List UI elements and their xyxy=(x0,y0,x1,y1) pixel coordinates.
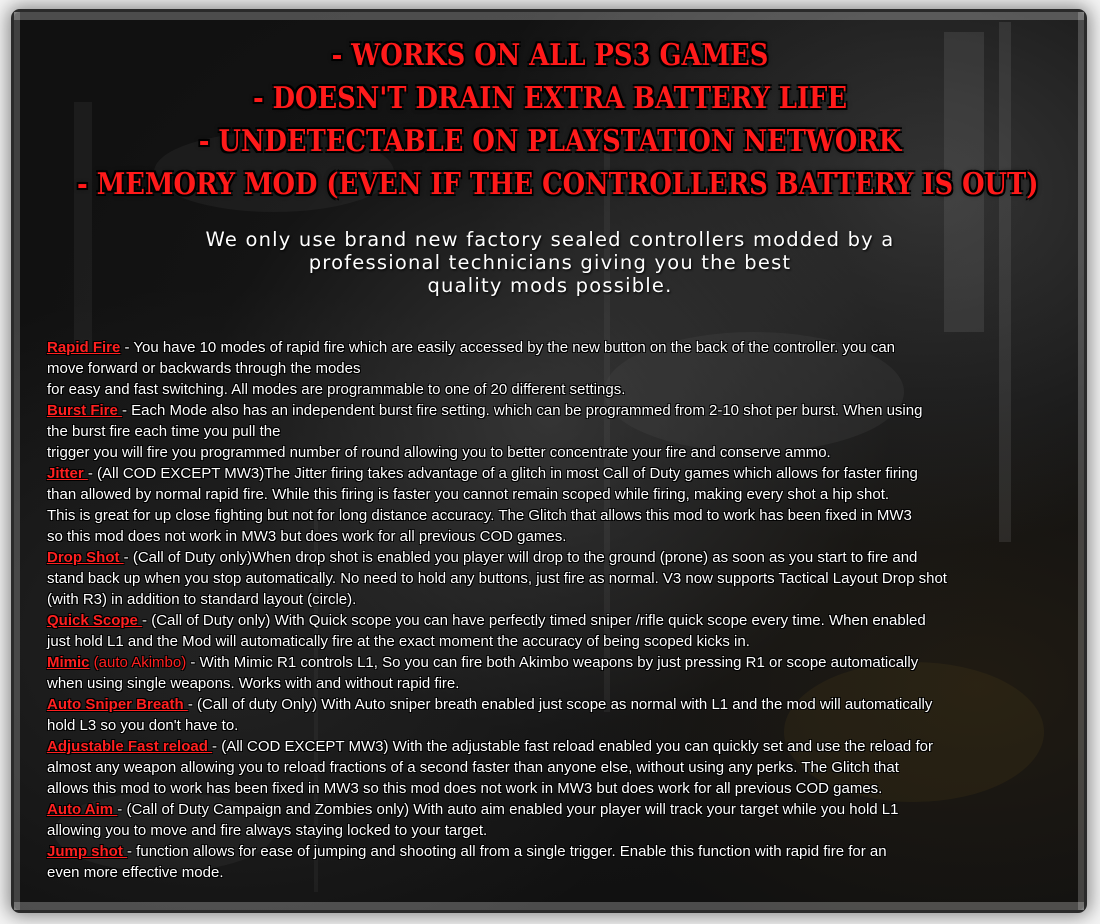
feature-description: move forward or backwards through the modes xyxy=(47,360,361,377)
feature-description: - (All COD EXCEPT MW3)The Jitter firing takes advantage of a glitch in most Call of Duty games which allows for faster firing xyxy=(87,465,918,482)
feature-quick-scope xyxy=(47,610,1082,652)
feature-description: stand back up when you stop automatically. No need to hold any buttons, just fire as normal. V3 now supports Tactical Layout Drop shot xyxy=(47,570,947,587)
feature-mimic xyxy=(47,652,1082,694)
feature-line xyxy=(47,694,1082,715)
headline-list xyxy=(0,34,1100,206)
feature-description: allows this mod to work has been fixed in MW3 so this mod does not work in MW3 but does work for all previous COD games. xyxy=(47,780,883,797)
feature-description: - You have 10 modes of rapid fire which are easily accessed by the new button on the back of the controller. you can xyxy=(120,339,895,356)
feature-description: - (Call of Duty only)When drop shot is enabled you player will drop to the ground (prone) as soon as you start to fire and xyxy=(123,549,918,566)
feature-jitter xyxy=(47,463,1082,547)
feature-description: the burst fire each time you pull the xyxy=(47,423,281,440)
feature-description: almost any weapon allowing you to reload fractions of a second faster than anyone else, without using any perks. The Glitch that xyxy=(47,759,899,776)
feature-description: trigger you will fire you programmed number of round allowing you to better concentrate your fire and conserve ammo. xyxy=(47,444,831,461)
feature-description: - Each Mode also has an independent burst fire setting. which can be programmed from 2-10 shot per burst. When using xyxy=(122,402,923,419)
feature-name-link[interactable]: Adjustable Fast reload xyxy=(47,738,213,755)
feature-line xyxy=(47,652,1082,673)
feature-description: allowing you to move and fire always staying locked to your target. xyxy=(47,822,488,839)
feature-description: just hold L1 and the Mod will automatically fire at the exact moment the accuracy of being scoped kicks in. xyxy=(47,633,750,650)
feature-auto-aim xyxy=(47,799,1082,841)
intro-paragraph xyxy=(150,228,950,297)
intro-line: professional technicians giving you the best xyxy=(308,251,792,274)
feature-description: when using single weapons. Works with and without rapid fire. xyxy=(47,675,460,692)
feature-description: - (Call of Duty only) With Quick scope you can have perfectly timed sniper /rifle quick scope every time. When enabled xyxy=(142,612,926,629)
feature-description: than allowed by normal rapid fire. While this firing is faster you cannot remain scoped while firing, making every shot a hip shot. xyxy=(47,486,890,503)
feature-name-link[interactable]: Jitter xyxy=(47,465,88,482)
feature-line xyxy=(47,841,1082,862)
feature-burst-fire xyxy=(47,400,1082,463)
feature-description: This is great for up close fighting but not for long distance accuracy. The Glitch that allows this mod to work has been fixed in MW3 xyxy=(47,507,912,524)
feature-jump-shot xyxy=(47,841,1082,883)
intro-line: quality mods possible. xyxy=(427,274,673,297)
feature-description: - (Call of duty Only) With Auto sniper breath enabled just scope as normal with L1 and the mod will automatically xyxy=(187,696,933,713)
feature-line xyxy=(47,736,1082,757)
feature-name-link[interactable]: Drop Shot xyxy=(47,549,124,566)
feature-adjustable-fast-reload xyxy=(47,736,1082,799)
feature-line xyxy=(47,799,1082,820)
feature-line xyxy=(47,610,1082,631)
feature-name-link[interactable]: Auto Sniper Breath xyxy=(47,696,188,713)
headline-line: - UNDETECTABLE ON PLAYSTATION NETWORK xyxy=(198,124,902,159)
feature-name-link[interactable]: Quick Scope xyxy=(47,612,143,629)
feature-line xyxy=(47,400,1082,421)
feature-name-extra: (auto Akimbo) xyxy=(89,654,187,671)
headline-line: - WORKS ON ALL PS3 GAMES xyxy=(331,38,769,73)
feature-line xyxy=(47,463,1082,484)
feature-description: - function allows for ease of jumping and shooting all from a single trigger. Enable this function with rapid fire for an xyxy=(127,843,887,860)
feature-description: (with R3) in addition to standard layout (circle). xyxy=(47,591,357,608)
headline-line: - DOESN'T DRAIN EXTRA BATTERY LIFE xyxy=(252,81,848,116)
feature-rapid-fire xyxy=(47,337,1082,400)
feature-name-link[interactable]: Burst Fire xyxy=(47,402,123,419)
feature-description: - With Mimic R1 controls L1, So you can fire both Akimbo weapons by just pressing R1 or scope automatically xyxy=(186,654,919,671)
feature-name-link[interactable]: Rapid Fire xyxy=(47,339,121,356)
feature-name-link[interactable]: Auto Aim xyxy=(47,801,118,818)
feature-description: - (All COD EXCEPT MW3) With the adjustable fast reload enabled you can quickly set and use the reload for xyxy=(212,738,933,755)
feature-line xyxy=(47,547,1082,568)
feature-auto-sniper-breath xyxy=(47,694,1082,736)
feature-description: - (Call of Duty Campaign and Zombies only) With auto aim enabled your player will track your target while you hold L1 xyxy=(117,801,899,818)
feature-description: hold L3 so you don't have to. xyxy=(47,717,239,734)
feature-description: even more effective mode. xyxy=(47,864,224,881)
feature-name-link[interactable]: Jump shot xyxy=(47,843,128,860)
feature-line xyxy=(47,337,1082,358)
headline-line: - MEMORY MOD (EVEN IF THE CONTROLLERS BATTERY IS OUT) xyxy=(77,167,1039,202)
feature-drop-shot xyxy=(47,547,1082,610)
intro-line: We only use brand new factory sealed controllers modded by a xyxy=(205,228,895,251)
feature-description: for easy and fast switching. All modes are programmable to one of 20 different settings. xyxy=(47,381,626,398)
feature-description: so this mod does not work in MW3 but does work for all previous COD games. xyxy=(47,528,567,545)
feature-list xyxy=(47,337,1082,883)
feature-name-link[interactable]: Mimic xyxy=(47,654,90,671)
